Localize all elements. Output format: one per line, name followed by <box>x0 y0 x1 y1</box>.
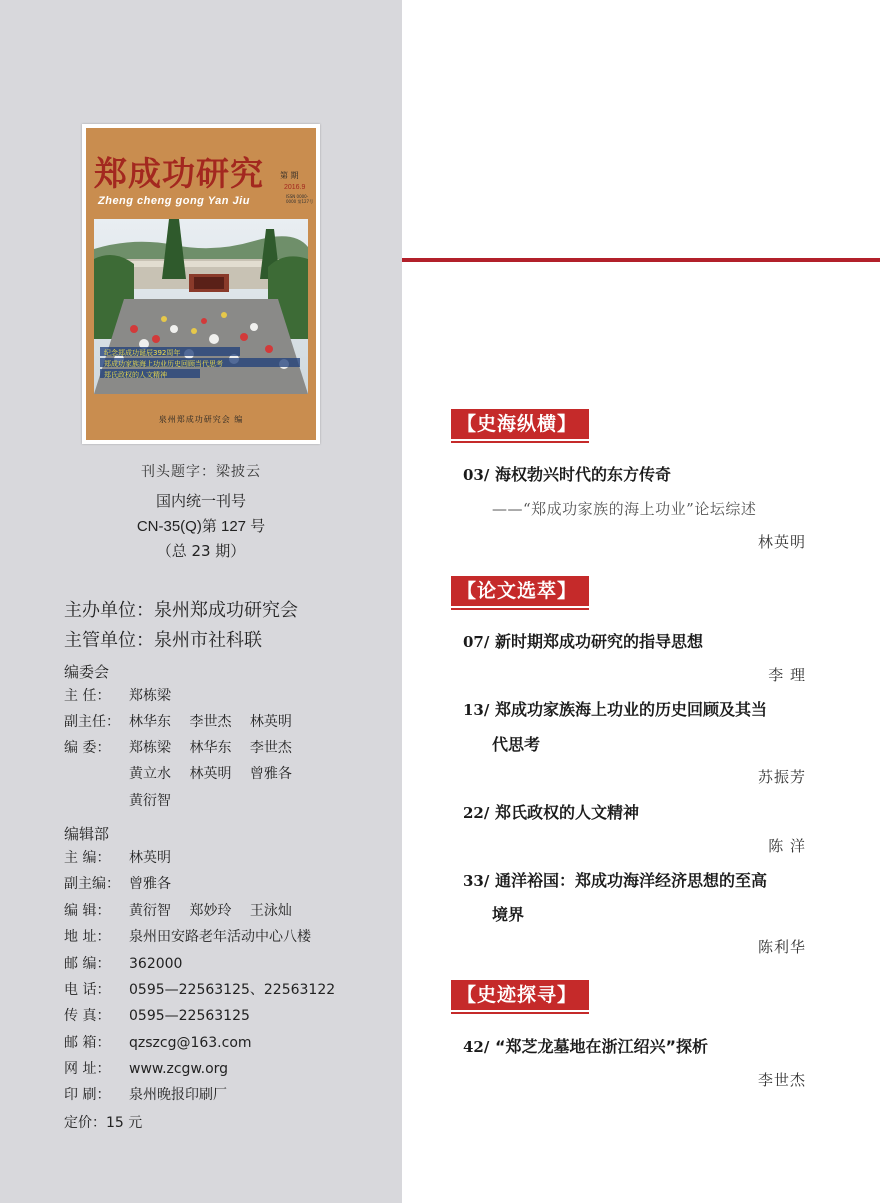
address-row <box>64 927 311 947</box>
total-issue: （总 23 期） <box>156 542 246 560</box>
postcode-row <box>64 954 182 974</box>
email-link[interactable]: qzszcg@163.com <box>129 1035 252 1051</box>
section-tag-papers: 【论文选萃】 <box>451 576 589 606</box>
cover-issue: 第 期 <box>280 171 299 180</box>
phone-label: 电 话： <box>64 982 111 998</box>
chief-editor-row <box>64 848 171 868</box>
article-title: “郑芝龙墓地在浙江绍兴”探析 <box>494 1037 708 1056</box>
article-title: 郑氏政权的人文精神 <box>494 803 639 822</box>
article-subtitle: ——“郑成功家族的海上功业”论坛综述 <box>492 500 757 518</box>
editors-row <box>64 901 292 921</box>
toc-entry-33[interactable] <box>463 868 767 891</box>
members-line-3 <box>129 791 171 811</box>
page-number: 22/ <box>463 804 490 822</box>
page-number: 03/ <box>463 466 490 484</box>
article-author: 陈利华 <box>757 938 806 956</box>
page-number: 13/ <box>463 701 490 719</box>
deputy-names: 林华东 李世杰 林英明 <box>129 714 292 730</box>
email-label: 邮 箱： <box>64 1035 111 1051</box>
fax-value: 0595—22563125 <box>129 1008 250 1024</box>
fax-row <box>64 1006 250 1026</box>
toc-entry-13[interactable] <box>463 697 767 720</box>
article-title: 海权勃兴时代的东方传奇 <box>494 465 671 484</box>
cover-photo <box>94 219 308 394</box>
director-name: 郑栋梁 <box>129 688 171 704</box>
article-author: 李 理 <box>768 666 806 684</box>
fax-label: 传 真： <box>64 1008 111 1024</box>
article-author: 李世杰 <box>757 1071 806 1089</box>
host-organization: 主办单位：泉州郑成功研究会 <box>64 600 298 621</box>
website-label: 网 址： <box>64 1061 111 1077</box>
page-number: 07/ <box>463 633 490 651</box>
director-label: 主 任： <box>64 688 111 704</box>
cover-pinyin: Zheng cheng gong Yan Jiu <box>98 195 250 207</box>
deputy-chief-name: 曾雅各 <box>129 876 171 892</box>
article-title: 新时期郑成功研究的指导思想 <box>494 632 703 651</box>
cover-image <box>86 128 316 440</box>
toc-entry-42[interactable] <box>463 1034 708 1057</box>
toc-entry-22[interactable] <box>463 800 639 823</box>
phone-value: 0595—22563125、22563122 <box>129 982 336 998</box>
address-value: 泉州田安路老年活动中心八楼 <box>129 929 311 945</box>
board-members-row <box>64 738 292 758</box>
toc-entry-07[interactable] <box>463 629 703 652</box>
printer-row <box>64 1085 227 1105</box>
article-author: 陈 洋 <box>768 837 806 855</box>
members-line-1: 郑栋梁 林华东 李世杰 <box>129 740 292 756</box>
phone-row <box>64 980 335 1000</box>
members-line-2-text: 黄立水 林英明 曾雅各 <box>129 766 292 782</box>
board-heading: 编委会 <box>64 663 110 681</box>
board-director-row <box>64 686 171 706</box>
members-line-2 <box>129 764 292 784</box>
address-label: 地 址： <box>64 929 111 945</box>
cover-small-print: ISSN 0000-0000 第127号 <box>286 194 314 204</box>
page-number: 42/ <box>463 1038 490 1056</box>
cover-banner-2: 郑成功家族海上功业历史回顾当代思考 <box>104 360 223 368</box>
email-row <box>64 1033 252 1053</box>
deputy-chief-label: 副主编： <box>64 876 120 892</box>
members-line-3-text: 黄衍智 <box>129 793 171 809</box>
article-title: 郑成功家族海上功业的历史回顾及其当 <box>494 700 767 719</box>
cover-banner-3: 郑氏政权的人文精神 <box>104 371 167 379</box>
members-label: 编 委： <box>64 740 111 756</box>
deputy-chief-row <box>64 874 171 894</box>
editors-names: 黄衍智 郑妙玲 王泳灿 <box>129 903 292 919</box>
unified-serial-label: 国内统一刊号 <box>155 492 246 510</box>
price: 定价：15 元 <box>64 1115 143 1131</box>
cover-publisher: 泉州郑成功研究会 编 <box>158 415 244 424</box>
postcode-label: 邮 编： <box>64 956 111 972</box>
printer-label: 印 刷： <box>64 1087 111 1103</box>
editors-label: 编 辑： <box>64 903 111 919</box>
page-number: 33/ <box>463 872 490 890</box>
website-row <box>64 1059 228 1079</box>
chief-name: 林英明 <box>129 850 171 866</box>
toc-entry-03[interactable] <box>463 462 671 485</box>
printer-value: 泉州晚报印刷厂 <box>129 1087 227 1103</box>
editorial-heading: 编辑部 <box>64 825 110 843</box>
supervising-organization: 主管单位：泉州市社科联 <box>64 630 262 651</box>
board-deputy-row <box>64 712 292 732</box>
chief-label: 主 编： <box>64 850 111 866</box>
deputy-label: 副主任： <box>64 714 120 730</box>
article-title: 通洋裕国：郑成功海洋经济思想的至高 <box>494 871 767 890</box>
website-link[interactable]: www.zcgw.org <box>129 1061 229 1077</box>
article-title-cont[interactable]: 境界 <box>492 905 525 924</box>
divider-rule <box>402 258 880 262</box>
cover-banner-1: 纪念郑成功诞辰392周年 <box>104 349 181 357</box>
cover-thumbnail[interactable] <box>82 124 320 444</box>
calligraphy-credit: 刊头题字：梁披云 <box>141 464 261 480</box>
cn-serial-number: CN-35(Q)第 127 号 <box>136 518 266 535</box>
article-author: 苏振芳 <box>757 768 806 786</box>
cover-date: 2016.9 <box>284 184 306 191</box>
section-tag-sites: 【史迹探寻】 <box>451 980 589 1010</box>
article-title-cont[interactable]: 代思考 <box>492 735 541 754</box>
masthead-panel <box>0 0 402 1203</box>
postcode-value: 362000 <box>129 956 183 972</box>
cover-title: 郑成功研究 <box>94 154 264 193</box>
article-author: 林英明 <box>757 533 806 551</box>
section-tag-history: 【史海纵横】 <box>451 409 589 439</box>
